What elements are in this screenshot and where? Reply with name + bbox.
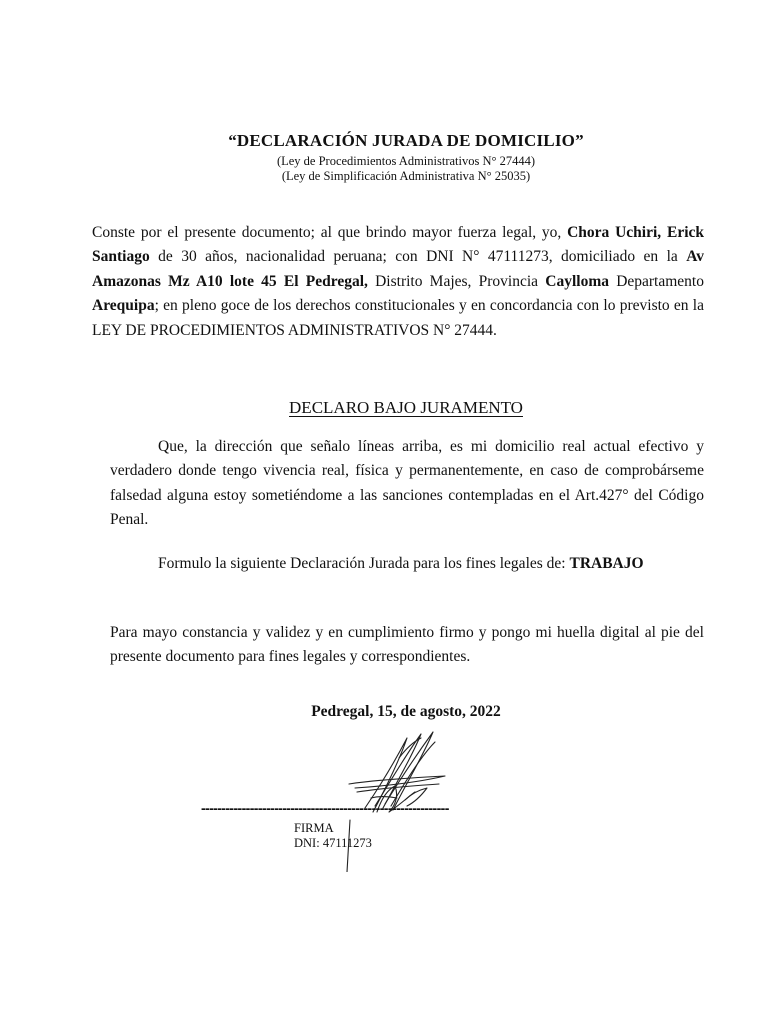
intro-text-5: ; en pleno goce de los derechos constitucionales y en concordancia con lo previsto en la LEY DE PROCEDIMIENTOS ADMINISTRATIVOS N° 27444.: [92, 297, 704, 339]
document-title: “DECLARACIÓN JURADA DE DOMICILIO”: [228, 131, 584, 150]
signer-dni: DNI: 47111273: [294, 836, 372, 850]
declaration-heading: DECLARO BAJO JURAMENTO: [289, 398, 523, 417]
intro-paragraph: [92, 221, 704, 343]
declarant-department: Arequipa: [92, 297, 155, 315]
law-reference-procedures: (Ley de Procedimientos Administrativos N° 27444): [276, 154, 536, 168]
intro-text-3: Distrito Majes, Provincia: [367, 272, 546, 290]
closing-paragraph: Para mayo constancia y validez y en cumplimiento firmo y pongo mi huella digital al pie del presente documento para fines legales y correspondientes.: [110, 624, 704, 666]
intro-text-1: Conste por el presente documento; al que brindo mayor fuerza legal, yo,: [92, 224, 568, 241]
signature-line: -------------------------------------------------------------: [201, 800, 449, 816]
domicile-statement-paragraph: Que, la dirección que señalo líneas arriba, es mi domicilio real actual efectivo y verdadero donde tengo vivencia real, física y permanentemente, en caso de comprobárseme falsedad alguna estoy sometiéndome a las sanciones contempladas en el Art.427° del Código Penal.: [110, 438, 704, 529]
declarant-address: Av Amazonas Mz A10 lote 45 El Pedregal,: [92, 248, 704, 290]
purpose-text: Formulo la siguiente Declaración Jurada para los fines legales de:: [158, 555, 570, 572]
intro-text-4: Departamento: [608, 272, 704, 290]
purpose-paragraph: [110, 552, 704, 576]
law-reference-simplification: (Ley de Simplificación Administrativa N° 25035): [281, 169, 531, 183]
intro-text-2: de 30 años, nacionalidad peruana; con DNI N° 47111273, domiciliado en la: [149, 248, 687, 266]
purpose-value: TRABAJO: [569, 555, 644, 572]
signature-label: FIRMA: [294, 821, 334, 835]
declarant-name: Chora Uchiri, Erick Santiago: [92, 224, 705, 266]
place-and-date: Pedregal, 15, de agosto, 2022: [311, 703, 501, 720]
declarant-province: Caylloma: [545, 272, 609, 290]
